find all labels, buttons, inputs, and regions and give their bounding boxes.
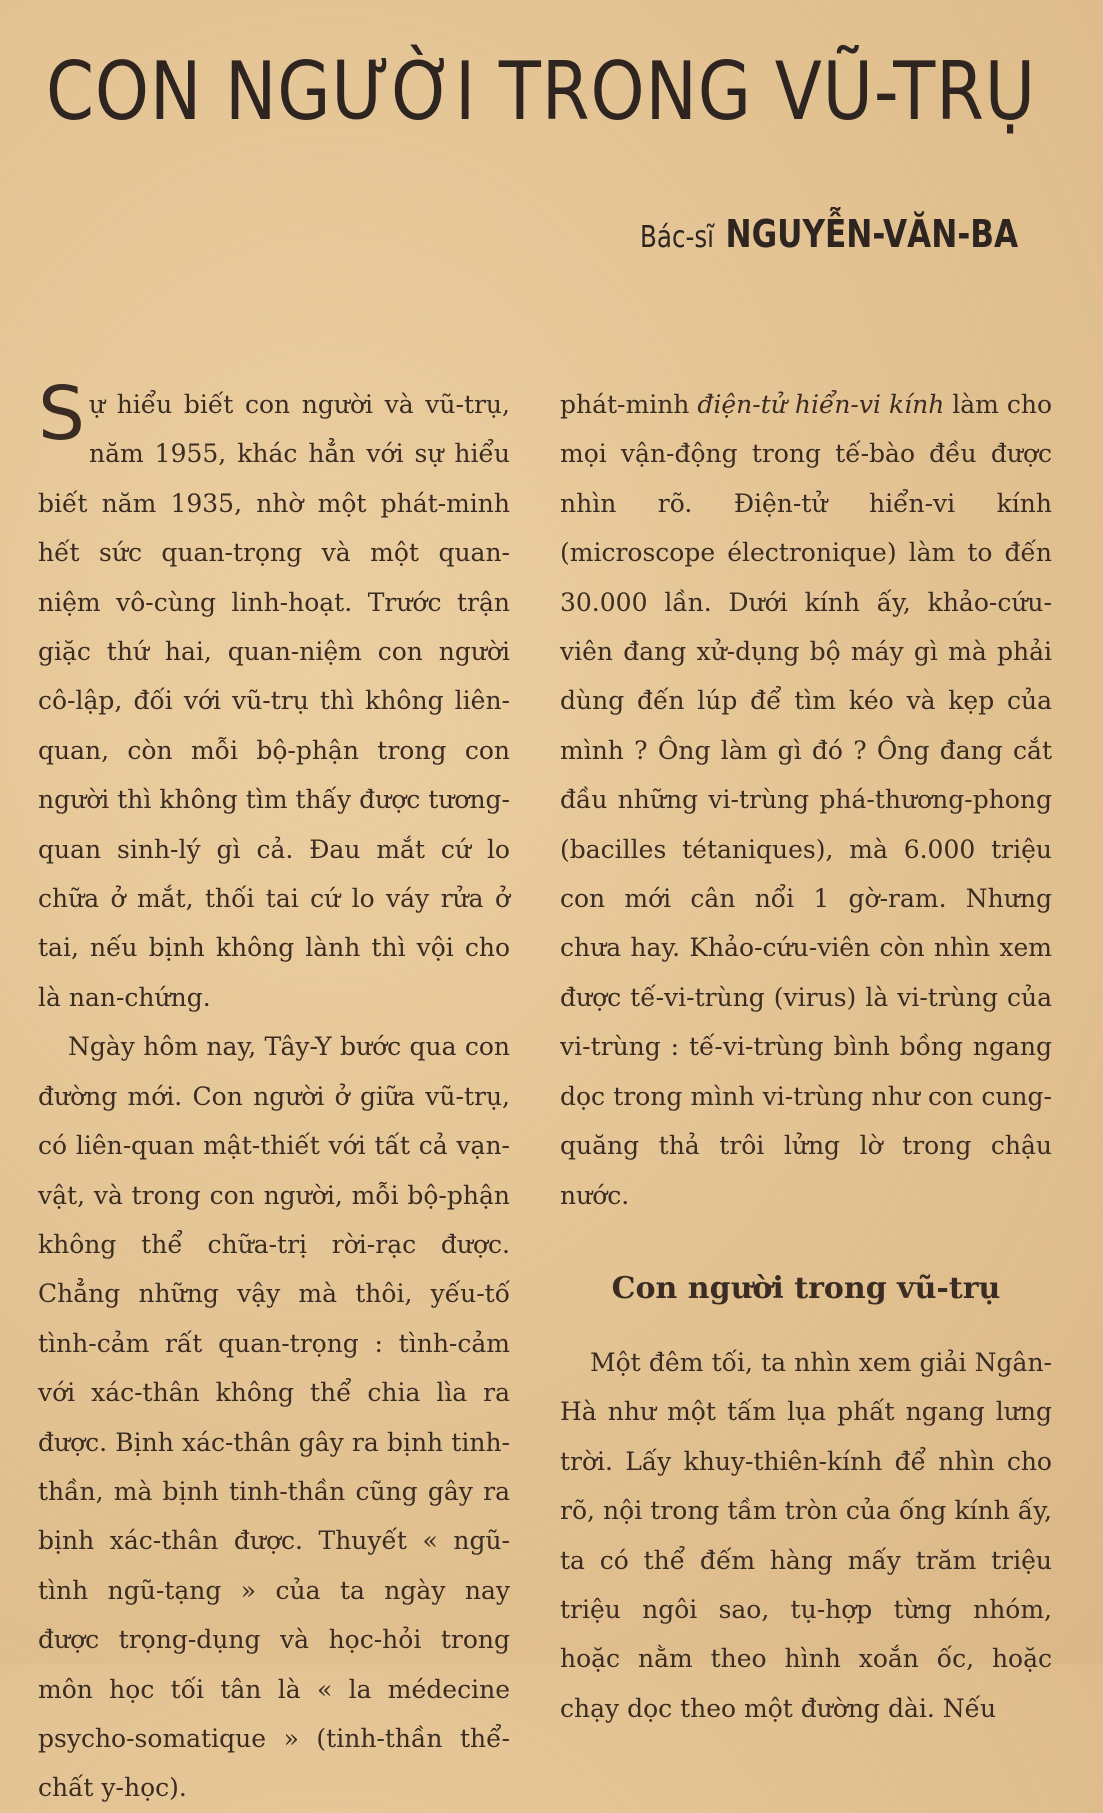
paragraph-microscope: [560, 380, 1052, 1220]
byline: [640, 212, 1018, 256]
left-column: [38, 371, 510, 1813]
article-title: CON NGƯỜI TRONG VŨ-TRỤ: [46, 45, 1036, 138]
author-name: NGUYỄN-VĂN-BA: [725, 212, 1019, 256]
paragraph-intro: [38, 371, 510, 1022]
microscope-text-rest: làm cho mọi vận-động trong tế-bào đều được nhìn rõ. Điện-tử hiển-vi kính (microscope électronique) làm to đến 30.000 lần. Dưới kính ấy, khảo-cứu-viên đang xử-dụng bộ máy gì mà phải dùng đến lúp để tìm kéo và kẹp của mình ? Ông làm gì đó ? Ông đang cắt đầu những vi-trùng phá-thương-phong (bacilles tétaniques), mà 6.000 triệu con mới cân nổi 1 gờ-ram. Nhưng chưa hay. Khảo-cứu-viên còn nhìn xem được tế-vi-trùng (virus) là vi-trùng của vi-trùng : tế-vi-trùng bình bồng ngang dọc trong mình vi-trùng như con cung-quăng thả trôi lửng lờ trong chậu nước.: [560, 390, 1053, 1210]
paragraph-milky-way: Một đêm tối, ta nhìn xem giải Ngân-Hà như một tấm lụa phất ngang lưng trời. Lấy khuy-thiên-kính để nhìn cho rõ, nội trong tầm tròn của ống kính ấy, ta có thể đếm hàng mấy trăm triệu triệu ngôi sao, tụ-hợp từng nhóm, hoặc nằm theo hình xoắn ốc, hoặc chạy dọc theo một đường dài. Nếu: [560, 1347, 1052, 1723]
paragraph-today: Ngày hôm nay, Tây-Y bước qua con đường mới. Con người ở giữa vũ-trụ, có liên-quan mật-thiết với tất cả vạn-vật, và trong con người, mỗi bộ-phận không thể chữa-trị rời-rạc được. Chẳng những vậy mà thôi, yếu-tố tình-cảm rất quan-trọng : tình-cảm với xác-thân không thể chia lìa ra được. Bịnh xác-thân gây ra bịnh tinh-thần, mà bịnh tinh-thần cũng gây ra bịnh xác-thân được. Thuyết « ngũ-tình ngũ-tạng » của ta ngày nay được trọng-dụng và học-hỏi trong môn học tối tân là « la médecine psycho-somatique » (tinh-thần thể-chất y-học).: [38, 1032, 510, 1803]
section-subheading: Con người trong vũ-trụ: [611, 1270, 1001, 1306]
right-column: [560, 380, 1052, 1733]
drop-cap: S: [38, 371, 85, 457]
paragraph-intro-text: ự hiểu biết con người và vũ-trụ, năm 1955, khác hẳn với sự hiểu biết năm 1935, nhờ một phát-minh hết sức quan-trọng và một quan-niệm vô-cùng linh-hoạt. Trước trận giặc thứ hai, quan-niệm con người cô-lập, đối với vũ-trụ thì không liên-quan, còn mỗi bộ-phận trong con người thì không tìm thấy được tương-quan sinh-lý gì cả. Đau mắt cứ lo chữa ở mắt, thối tai cứ lo váy rửa ở tai, nếu bịnh không lành thì vội cho là nan-chứng.: [38, 390, 510, 1012]
microscope-text-start: phát-minh: [560, 390, 698, 419]
microscope-term: điện-tử hiển-vi kính: [697, 390, 945, 419]
byline-prefix: Bác-sĩ: [640, 220, 715, 255]
